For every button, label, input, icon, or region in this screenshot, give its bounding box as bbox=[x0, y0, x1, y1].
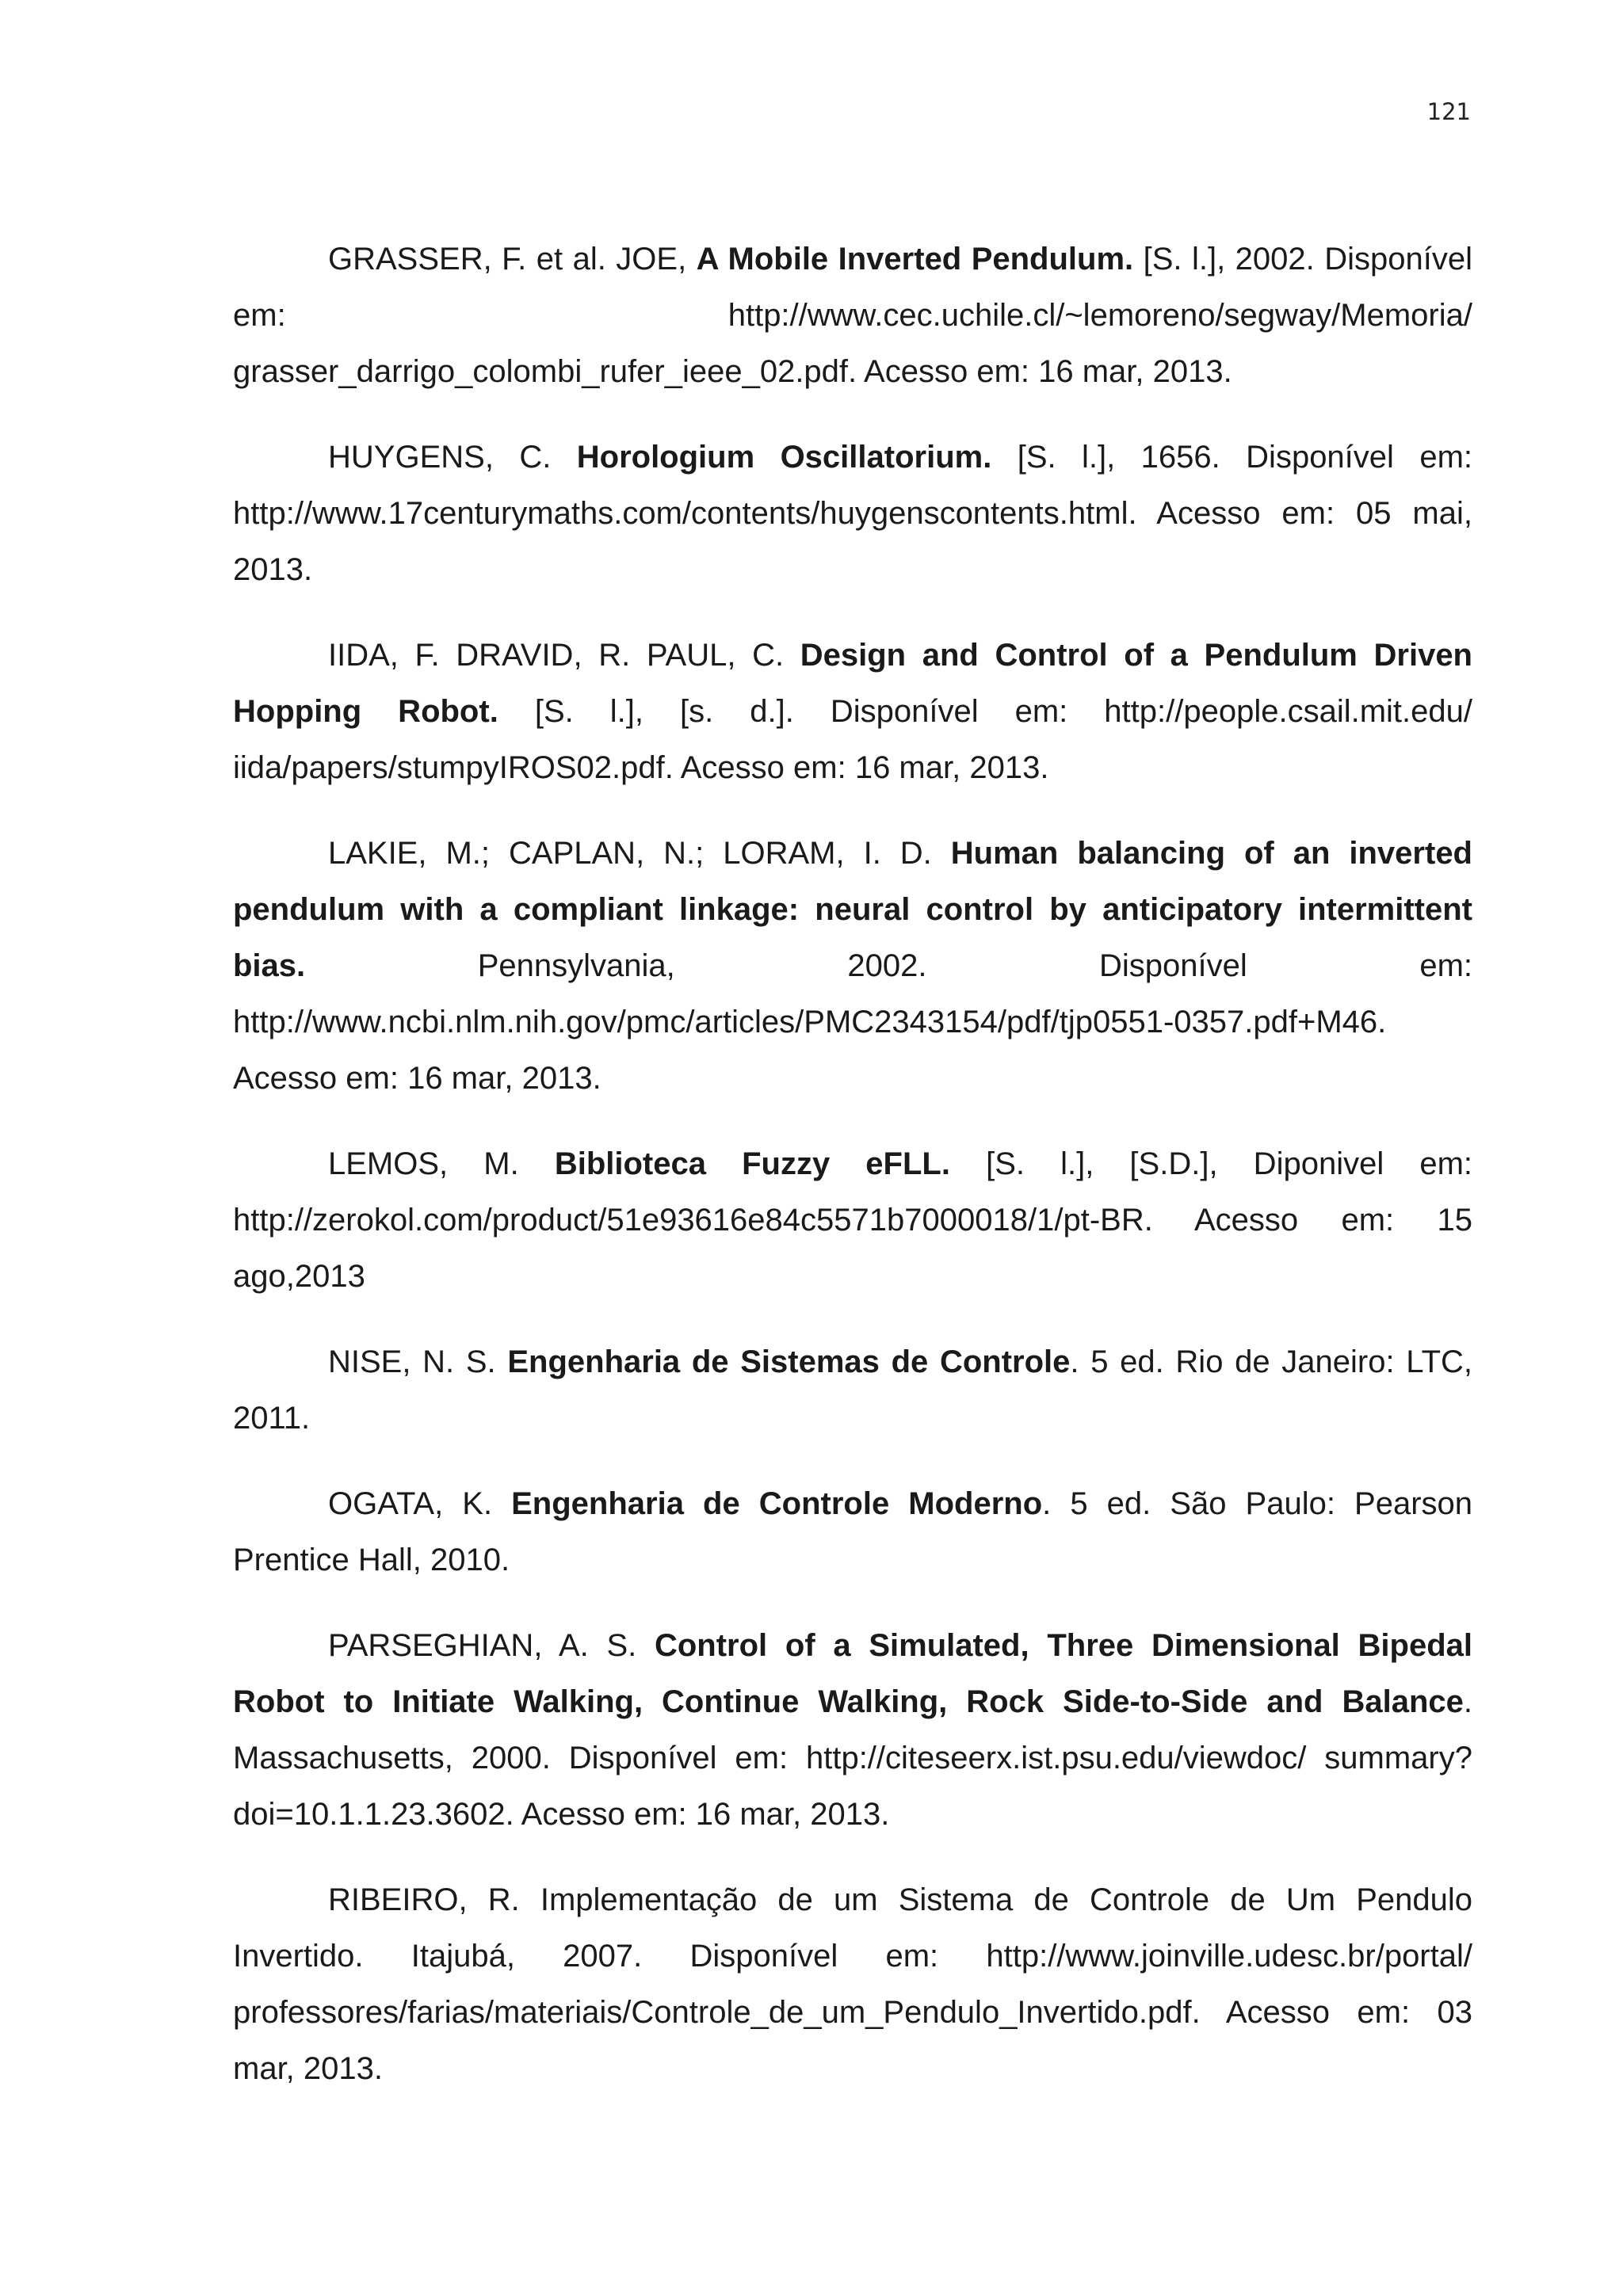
reference-title: Horologium Oscillatorium. bbox=[576, 440, 992, 475]
reference-title: Control of a Simulated, Three Dimensional Bipedal Robot to Initiate Walking, Continue Walking, Rock Side-to-Side and Balance bbox=[233, 1628, 1472, 1719]
reference-details: [S. l.], 1656. Disponível em: http://www.17centurymaths.com/contents/huygenscontents.html. Acesso em: 05 mai, 2013. bbox=[233, 440, 1473, 587]
reference-authors: NISE, N. S. bbox=[328, 1344, 508, 1379]
reference-title: A Mobile Inverted Pendulum. bbox=[696, 242, 1134, 277]
reference-details: Pennsylvania, 2002. Disponível em: http://www.ncbi.nlm.nih.gov/pmc/articles/PMC2343154/pdf/tjp0551-0357.pdf+M46. Acesso em: 16 mar, 2013. bbox=[233, 948, 1472, 1096]
reference-entry bbox=[233, 1334, 1472, 1447]
reference-title: Biblioteca Fuzzy eFLL. bbox=[554, 1146, 950, 1181]
reference-details: [S. l.], 2002. Disponível em: http://www.cec.uchile.cl/~lemoreno/segway/Memoria/ grasser_darrigo_colombi_rufer_ieee_02.pdf. Acesso em: 16 mar, 2013. bbox=[233, 242, 1472, 389]
reference-authors: OGATA, K. bbox=[328, 1486, 512, 1521]
reference-details: [S. l.], [s. d.]. Disponível em: http://people.csail.mit.edu/ iida/papers/stumpyIROS02.pdf. Acesso em: 16 mar, 2013. bbox=[233, 694, 1472, 785]
reference-authors: RIBEIRO, R. Implementação de um Sistema de Controle de Um Pendulo Invertido. Itajubá, 2007. Disponível em: http://www.joinville.udesc.br/portal/ professores/farias/materiais/Controle_de_um_Pendulo_Invertido.pdf. Acesso em: 03 mar, 2013. bbox=[233, 1882, 1472, 2086]
reference-title: Human balancing of an inverted pendulum with a compliant linkage: neural control by anticipatory intermittent bias. bbox=[233, 836, 1472, 983]
reference-authors: GRASSER, F. et al. JOE, bbox=[328, 242, 697, 277]
reference-entry bbox=[233, 1476, 1472, 1589]
reference-authors: LAKIE, M.; CAPLAN, N.; LORAM, I. D. bbox=[328, 836, 951, 871]
reference-authors: LEMOS, M. bbox=[328, 1146, 555, 1181]
reference-entry bbox=[233, 231, 1472, 400]
reference-details: . 5 ed. Rio de Janeiro: LTC, 2011. bbox=[233, 1344, 1473, 1436]
reference-authors: PARSEGHIAN, A. S. bbox=[328, 1628, 655, 1663]
reference-entry bbox=[233, 1872, 1472, 2097]
reference-entry bbox=[233, 1136, 1472, 1305]
reference-details: . 5 ed. São Paulo: Pearson Prentice Hall, 2010. bbox=[233, 1486, 1473, 1577]
reference-title: Engenharia de Controle Moderno bbox=[511, 1486, 1043, 1521]
reference-details: . Massachusetts, 2000. Disponível em: http://citeseerx.ist.psu.edu/viewdoc/ summary?doi=10.1.1.23.3602. Acesso em: 16 mar, 2013. bbox=[233, 1684, 1472, 1832]
reference-title: Design and Control of a Pendulum Driven Hopping Robot. bbox=[233, 638, 1472, 729]
reference-entry bbox=[233, 429, 1472, 598]
reference-authors: HUYGENS, C. bbox=[328, 440, 577, 475]
reference-entry bbox=[233, 1618, 1472, 1843]
reference-entry bbox=[233, 627, 1472, 796]
reference-entry bbox=[233, 826, 1472, 1107]
reference-authors: IIDA, F. DRAVID, R. PAUL, C. bbox=[328, 638, 800, 673]
reference-title: Engenharia de Sistemas de Controle bbox=[507, 1344, 1071, 1379]
reference-details: [S. l.], [S.D.], Diponivel em: http://zerokol.com/product/51e93616e84c5571b7000018/1/pt-BR. Acesso em: 15 ago,2013 bbox=[233, 1146, 1473, 1294]
reference-list bbox=[233, 231, 1472, 2126]
page-number: 121 bbox=[1426, 98, 1471, 125]
